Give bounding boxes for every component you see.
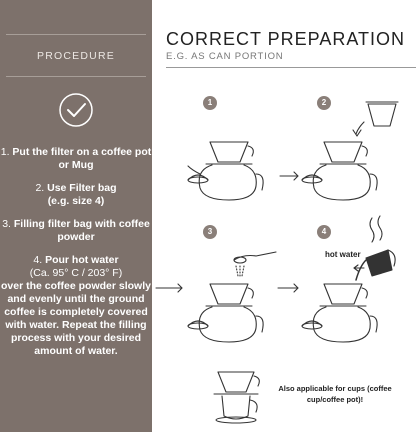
step-4-text: Pour hot water bbox=[45, 254, 119, 266]
page-title: CORRECT PREPARATION bbox=[166, 29, 406, 49]
step-2 bbox=[0, 182, 152, 208]
step-4-temp: (Ca. 95° C / 203° F) bbox=[29, 267, 123, 279]
step-2-text: Use Filter bag bbox=[47, 182, 117, 194]
title-divider-main bbox=[166, 67, 416, 68]
title-divider bbox=[6, 76, 146, 77]
dripper-on-pot-3 bbox=[188, 252, 276, 342]
step-1-number: 1. bbox=[0, 146, 10, 158]
step-list bbox=[0, 146, 152, 368]
step-3-number: 3. bbox=[2, 218, 11, 230]
page-subtitle: E.G. AS CAN PORTION bbox=[166, 51, 284, 62]
step-3-text: Filling filter bag with coffee powder bbox=[13, 218, 150, 243]
step-1 bbox=[0, 146, 152, 172]
step-2-sub: (e.g. size 4) bbox=[47, 195, 105, 207]
top-divider bbox=[6, 34, 146, 35]
procedure-title: PROCEDURE bbox=[37, 50, 115, 62]
dripper-on-cup bbox=[214, 372, 259, 423]
step-1-text: Put the filter on a coffee pot or Mug bbox=[12, 146, 152, 171]
step-badge-4: 4 bbox=[317, 225, 331, 239]
dripper-on-pot-2 bbox=[302, 102, 398, 200]
check-circle-icon bbox=[58, 92, 94, 128]
step-4-instructions: over the coffee powder slowly and evenly until the ground coffee is completely covered with water. Repeat the filling process with your desired amount of water. bbox=[1, 280, 151, 357]
dripper-on-pot-1 bbox=[188, 142, 263, 200]
step-4 bbox=[0, 254, 152, 358]
step-3 bbox=[0, 218, 152, 244]
step-2-number: 2. bbox=[35, 182, 45, 194]
step-badge-3: 3 bbox=[203, 225, 217, 239]
cup-note: Also applicable for cups (coffee cup/coffee pot)! bbox=[278, 384, 392, 404]
step-badge-1: 1 bbox=[203, 96, 217, 110]
step-badge-2: 2 bbox=[317, 96, 331, 110]
step-4-number: 4. bbox=[33, 254, 43, 266]
dripper-on-pot-4 bbox=[302, 216, 395, 342]
illustrations bbox=[152, 70, 416, 432]
procedure-panel bbox=[0, 0, 152, 432]
hot-water-label: hot water bbox=[325, 250, 361, 259]
